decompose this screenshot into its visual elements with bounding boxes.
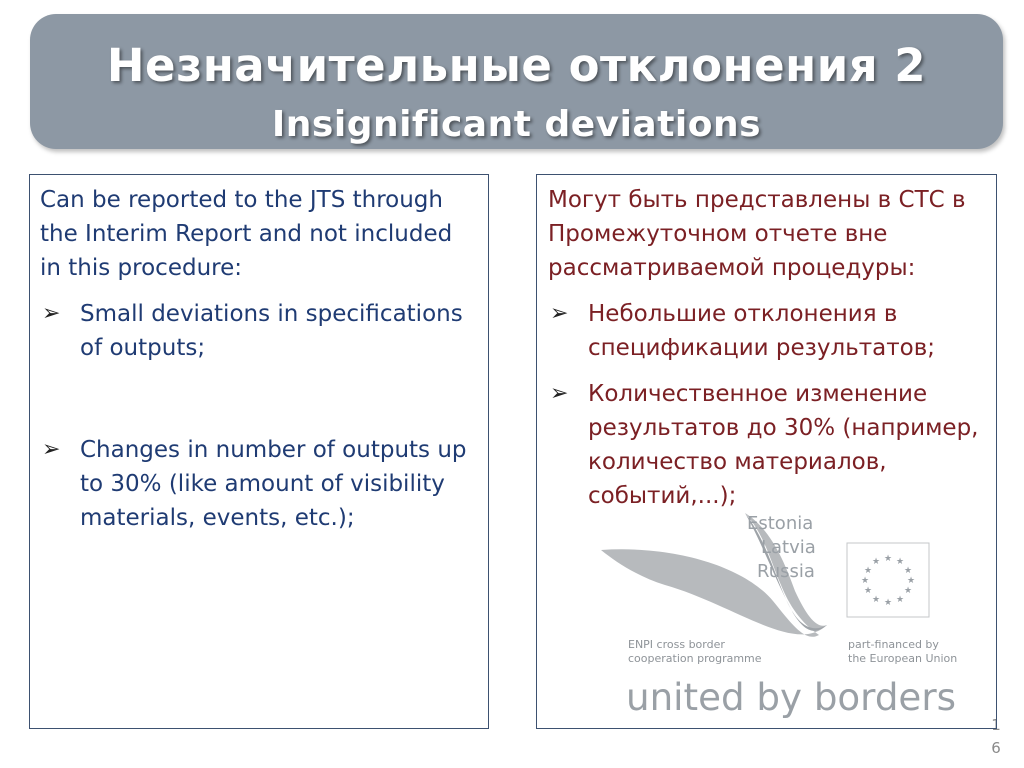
- list-item: [548, 297, 988, 365]
- country-estonia: Estonia: [747, 513, 814, 534]
- svg-text:★: ★: [860, 576, 870, 586]
- country-latvia: Latvia: [761, 537, 816, 558]
- eu-caption-1: part-financed by: [848, 638, 939, 651]
- svg-text:★: ★: [871, 595, 881, 605]
- list-item: [548, 377, 988, 513]
- page-title-ru: Незначительные отклонения 2: [106, 39, 927, 92]
- english-text-panel: [29, 174, 489, 729]
- bullet-text: Small deviations in specifications of outputs;: [80, 301, 463, 361]
- programme-caption-2: cooperation programme: [628, 652, 762, 665]
- arrow-bullet-icon: ➢: [550, 381, 569, 406]
- arrow-bullet-icon: ➢: [42, 301, 61, 326]
- english-intro: Can be reported to the JTS through the Interim Report and not included in this procedure:: [40, 187, 453, 281]
- svg-text:★: ★: [883, 554, 893, 564]
- list-item: [40, 433, 476, 535]
- arrow-bullet-icon: ➢: [42, 437, 61, 462]
- svg-text:★: ★: [863, 586, 873, 596]
- arrow-bullet-icon: ➢: [550, 301, 569, 326]
- svg-text:★: ★: [863, 566, 873, 576]
- russian-intro: Могут быть представлены в СТС в Промежуточном отчете вне рассматриваемой процедуры:: [548, 187, 966, 281]
- bullet-text: Количественное изменение результатов до 30% (например, количество материалов, событий,...);: [588, 381, 979, 509]
- programme-caption-1: ENPI cross border: [628, 638, 725, 651]
- page-number-digit-2: 6: [991, 739, 1001, 757]
- russian-text-panel: [536, 174, 997, 729]
- country-russia: Russia: [757, 561, 815, 582]
- svg-text:★: ★: [871, 557, 881, 567]
- title-banner: [30, 14, 1003, 149]
- svg-text:★: ★: [903, 566, 913, 576]
- bullet-text: Changes in number of outputs up to 30% (like amount of visibility materials, events, etc.);: [80, 437, 467, 531]
- eu-caption-2: the European Union: [848, 652, 958, 665]
- page-title-en: Insignificant deviations: [271, 104, 762, 145]
- page-number-digit-1: 1: [991, 716, 1001, 734]
- slogan: united by borders: [626, 676, 956, 719]
- svg-text:★: ★: [883, 598, 893, 608]
- svg-text:★: ★: [903, 586, 913, 596]
- svg-text:★: ★: [895, 595, 905, 605]
- english-bullet-list: [40, 297, 476, 535]
- bullet-text: Небольшие отклонения в спецификации результатов;: [588, 301, 936, 361]
- russian-bullet-list: [548, 297, 988, 513]
- svg-text:★: ★: [895, 557, 905, 567]
- list-item: [40, 297, 476, 365]
- svg-text:★: ★: [906, 576, 916, 586]
